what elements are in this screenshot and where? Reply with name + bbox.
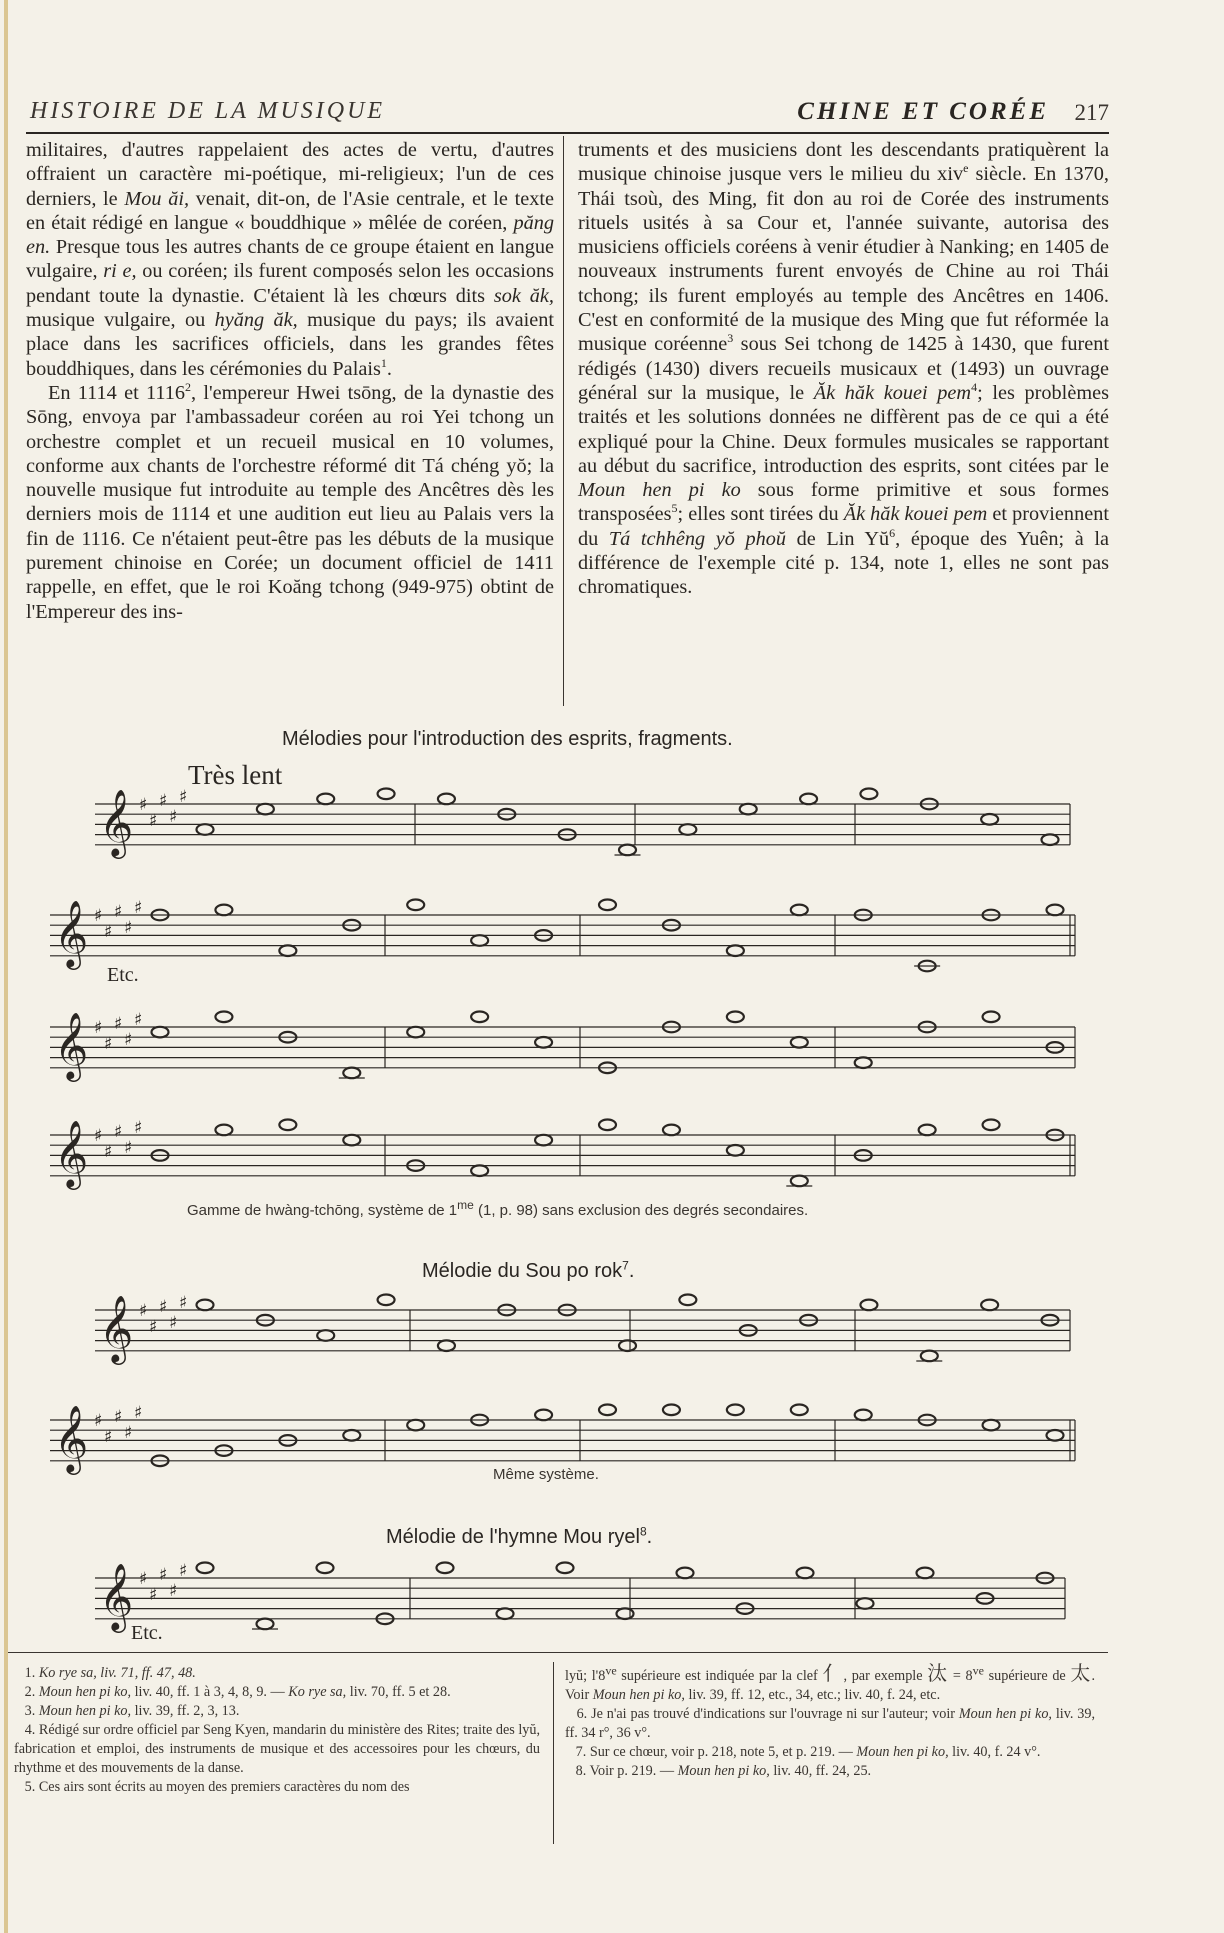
whole-note (727, 945, 744, 956)
whole-note (378, 1295, 395, 1306)
sharp-icon: ♯ (134, 1403, 143, 1423)
footnote-ref: 8 (639, 1524, 647, 1539)
footnote-4: 4. Rédigé sur ordre officiel par Seng Kyen, mandarin du ministère des Rites; traite des lyŭ, fabrication et emploi, des instruments de musique et des accessoires pour les chœurs, du rhythme et des mouvements de la danse. (14, 1722, 540, 1776)
sharp-icon: ♯ (134, 898, 143, 918)
whole-note (599, 1120, 616, 1131)
whole-note (535, 1135, 552, 1146)
whole-note (215, 1125, 232, 1136)
whole-note (378, 789, 395, 800)
footnotes-right (565, 1661, 1096, 1781)
sharp-icon: ♯ (104, 1427, 113, 1447)
sharp-icon: ♯ (114, 1122, 123, 1142)
whole-note (215, 1012, 232, 1023)
page-number: 217 (1074, 100, 1109, 125)
running-head-section: CHINE ET CORÉE (797, 98, 1049, 125)
whole-note (619, 1340, 636, 1351)
treble-clef-icon: 𝄞 (54, 899, 89, 967)
footnote-ref: 2 (185, 380, 192, 395)
sharp-icon: ♯ (94, 1411, 103, 1431)
staff (50, 1403, 1075, 1475)
clef-glyph: 亻 (822, 1661, 844, 1685)
sharp-icon: ♯ (114, 902, 123, 922)
footnote-8: 8. Voir p. 219. — Moun hen pi ko, liv. 40, ff. 24, 25. (575, 1763, 872, 1779)
sharp-icon: ♯ (124, 1030, 133, 1050)
staff (50, 898, 1075, 971)
treble-clef-icon: 𝄞 (99, 1562, 134, 1630)
sharp-icon: ♯ (169, 1581, 178, 1601)
sharp-icon: ♯ (134, 1010, 143, 1030)
running-head-title: HISTOIRE DE LA MUSIQUE (30, 98, 386, 124)
base-glyph: 太 (1070, 1661, 1092, 1685)
example-glyph: 汰 (927, 1661, 949, 1685)
whole-note (279, 945, 296, 956)
whole-note (599, 1405, 616, 1416)
footnotes-left (14, 1664, 540, 1797)
sharp-icon: ♯ (149, 1585, 158, 1605)
sharp-icon: ♯ (169, 807, 178, 827)
whole-note (983, 1120, 1000, 1131)
whole-note (343, 1430, 360, 1441)
whole-note (535, 1037, 552, 1048)
whole-note (797, 1568, 814, 1579)
whole-note (317, 1330, 334, 1341)
footnote-ref: 5 (671, 501, 678, 516)
whole-note (791, 905, 808, 916)
whole-note (407, 900, 424, 911)
etc-label: Etc. (107, 964, 139, 986)
whole-note (317, 794, 334, 805)
sharp-icon: ♯ (159, 791, 168, 811)
caption-system: Même système. (493, 1466, 599, 1483)
whole-note (279, 1120, 296, 1131)
treble-clef-icon: 𝄞 (99, 788, 134, 856)
sharp-icon: ♯ (179, 1561, 188, 1581)
whole-note (152, 1027, 169, 1038)
whole-note (617, 1608, 634, 1619)
whole-note (1047, 1430, 1064, 1441)
etc-label: Etc. (131, 1622, 163, 1644)
footnote-6: 6. Je n'ai pas trouvé d'indications sur l'ouvrage ni sur l'auteur; voir Moun hen pi ko, liv. 39, ff. 34 r°, 36 v°. (565, 1706, 1096, 1741)
whole-note (981, 814, 998, 825)
whole-note (860, 789, 877, 800)
footnote-ref: 1 (380, 355, 387, 370)
whole-note (791, 1037, 808, 1048)
whole-note (679, 1295, 696, 1306)
whole-note (471, 1165, 488, 1176)
whole-note (471, 1012, 488, 1023)
whole-note (599, 900, 616, 911)
sharp-icon: ♯ (94, 1126, 103, 1146)
staff (50, 1010, 1075, 1082)
sharp-icon: ♯ (124, 1138, 133, 1158)
staff (95, 1293, 1070, 1365)
sharp-icon: ♯ (159, 1297, 168, 1317)
whole-note (438, 1340, 455, 1351)
whole-note (438, 794, 455, 805)
treble-clef-icon: 𝄞 (54, 1011, 89, 1079)
whole-note (343, 1068, 360, 1079)
tempo-marking: Très lent (188, 760, 283, 790)
footnote-ref: 3 (727, 331, 734, 346)
whole-note (471, 935, 488, 946)
treble-clef-icon: 𝄞 (54, 1404, 89, 1472)
whole-note (791, 1176, 808, 1187)
whole-note (727, 1405, 744, 1416)
whole-note (535, 1410, 552, 1421)
footnote-3: 3. Moun hen pi ko, liv. 39, ff. 2, 3, 13. (24, 1703, 240, 1719)
caption-scale: Gamme de hwàng-tchōng, système de $1^{me}$ (1, p. 98) sans exclusion des degrés secondaires. (187, 1198, 809, 1219)
whole-note (727, 1145, 744, 1156)
sharp-icon: ♯ (139, 1301, 148, 1321)
whole-note (921, 1351, 938, 1362)
music-title-sou-po-rok: Mélodie du Sou po rok$^7$. (422, 1258, 635, 1282)
sharp-icon: ♯ (104, 1034, 113, 1054)
whole-note (407, 1027, 424, 1038)
whole-note (983, 1012, 1000, 1023)
sharp-icon: ♯ (139, 795, 148, 815)
whole-note (740, 804, 757, 815)
footnote-rule (8, 1652, 1108, 1653)
whole-note (857, 1598, 874, 1609)
staff (95, 1561, 1065, 1633)
whole-note (1047, 905, 1064, 916)
treble-clef-icon: 𝄞 (99, 1294, 134, 1362)
treble-clef-icon: 𝄞 (54, 1119, 89, 1187)
whole-note (791, 1405, 808, 1416)
whole-note (197, 1300, 214, 1311)
whole-note (727, 1012, 744, 1023)
whole-note (257, 804, 274, 815)
whole-note (663, 1125, 680, 1136)
whole-note (407, 1420, 424, 1431)
sharp-icon: ♯ (94, 1018, 103, 1038)
sharp-icon: ♯ (104, 1142, 113, 1162)
whole-note (663, 1405, 680, 1416)
whole-note (197, 1563, 214, 1574)
whole-note (497, 1608, 514, 1619)
sharp-icon: ♯ (124, 918, 133, 938)
footnote-5: 5. Ces airs sont écrits au moyen des premiers caractères du nom des (24, 1779, 410, 1795)
whole-note (981, 1300, 998, 1311)
whole-note (800, 794, 817, 805)
music-title-mou-ryel: Mélodie de l'hymne Mou ryel$^8$. (386, 1524, 653, 1548)
whole-note (919, 1125, 936, 1136)
sharp-icon: ♯ (114, 1014, 123, 1034)
whole-note (855, 1057, 872, 1068)
whole-note (983, 1420, 1000, 1431)
whole-note (437, 1563, 454, 1574)
sharp-icon: ♯ (134, 1118, 143, 1138)
whole-note (677, 1568, 694, 1579)
whole-note (343, 1135, 360, 1146)
sharp-icon: ♯ (94, 906, 103, 926)
staff (50, 1118, 1075, 1190)
music-title-introduction: Mélodies pour l'introduction des esprits, fragments. (282, 728, 733, 750)
whole-note (557, 1563, 574, 1574)
paragraph: En 1114 et 1116$^2$, l'empereur Hwei tsōng, de la dynastie des Sōng, envoya par l'ambassadeur coréen au roi Yei tchong un orchestre complet et un recueil musical en 10 volumes, conforme aux chants de l'orchestre réformé dit Tá chéng yŏ; la nouvelle musique fut introduite au temple des Ancêtres dès les derniers mois de 1114 et une audition eut lieu au Palais vers la fin de 1116. Ce n'étaient peut-être pas les débuts de la musique purement chinoise en Corée; un document officiel de 1411 rappelle, en effet, que le roi Koăng tchong (949-975) obtint de l'Empereur des ins- (26, 380, 554, 623)
whole-note (679, 824, 696, 835)
sharp-icon: ♯ (104, 922, 113, 942)
whole-note (855, 1410, 872, 1421)
paragraph: militaires, d'autres rappelaient des actes de vertu, d'autres offraient un caractère mi-poétique, mi-religieux; l'un de ces derniers, le Mou ăi, venait, dit-on, de l'Asie centrale, et le texte en était rédigé en langue « bouddhique » mêlée de coréen, păng en. Presque tous les autres chants de ce groupe étaient en langue vulgaire, ri e, ou coréen; ils furent composés selon les occasions pendant toute la dynastie. C'étaient là les chœurs dits sok ăk, musique vulgaire, ou hyăng ăk, musique du pays; ils avaient place dans les sacrifices officiels, dans les grandes fêtes bouddhiques, dans les cérémonies du Palais$^1$. (26, 139, 555, 380)
sharp-icon: ♯ (149, 1317, 158, 1337)
whole-note (257, 1619, 274, 1630)
footnote-2: 2. Moun hen pi ko, liv. 40, ff. 1 à 3, 4, 8, 9. — Ko rye sa, liv. 70, ff. 5 et 28. (24, 1684, 451, 1700)
whole-note (917, 1568, 934, 1579)
footnote-ref: 7 (622, 1258, 629, 1273)
whole-note (317, 1563, 334, 1574)
whole-note (197, 824, 214, 835)
sharp-icon: ♯ (179, 1293, 188, 1313)
whole-note (619, 845, 636, 856)
footnote-7: 7. Sur ce chœur, voir p. 218, note 5, et p. 219. — Moun hen pi ko, liv. 40, f. 24 v°. (575, 1744, 1041, 1760)
sharp-icon: ♯ (149, 811, 158, 831)
sharp-icon: ♯ (159, 1565, 168, 1585)
footnote-ref: 4 (971, 380, 978, 395)
footnote-column-divider (553, 1662, 554, 1844)
sharp-icon: ♯ (179, 787, 188, 807)
footnote-ref: 6 (889, 525, 896, 540)
sharp-icon: ♯ (139, 1569, 148, 1589)
whole-note (215, 905, 232, 916)
whole-note (1042, 834, 1059, 845)
paragraph: truments et des musiciens dont les descendants pratiquèrent la musique chinoise jusque vers le milieu du xiv$^e$ siècle. En 1370, Thái tsoù, des Ming, fit don au roi de Corée des instruments rituels usités à sa Cour et, l'année suivante, autorisa des musiciens officiels coréens à venir étudier à Nanking; en 1405 de nouveaux instruments furent envoyés de Chine au roi Thái tchong; ils furent employés au temple des Ancêtres en 1406. C'est en conformité de la musique des Ming que fut réformée la musique coréenne$^3$ sous Sei tchong de 1425 à 1430, que furent rédigés (1430) divers recueils musicaux et (1493) un ouvrage général sur la musique, le Ăk hăk kouei pem$^4$; les problèmes traités et les solutions données ne diffèrent pas de ce qui a été expliqué pour la Chine. Deux formules musicales se rapportant au début du sacrifice, introduction des esprits, sont citées par le Moun hen pi ko sous forme primitive et sous formes transposées$^5$; elles sont tirées du Ăk hăk kouei pem et proviennent du Tá tchhêng yŏ phoŭ de Lin $Yŭ^6$, époque des Yuên; à la différence de l'exemple cité p. 134, note 1, elles ne sont pas chromatiques. (578, 139, 1110, 599)
staff (95, 787, 1070, 859)
sharp-icon: ♯ (124, 1423, 133, 1443)
footnote-5-continued: lyŭ; $l'8^{ve}$ supérieure est indiquée par la clef 亻, par exemple 汰 = $8^{ve}$ supérieure de 太. Voir Moun hen pi ko, liv. 39, ff. 12, etc., 34, etc.; liv. 40, f. 24, etc. (565, 1661, 1096, 1703)
sharp-icon: ♯ (169, 1313, 178, 1333)
whole-note (860, 1300, 877, 1311)
sharp-icon: ♯ (114, 1407, 123, 1427)
footnote-1: 1. Ko rye sa, liv. 71, ff. 47, 48. (24, 1665, 196, 1681)
